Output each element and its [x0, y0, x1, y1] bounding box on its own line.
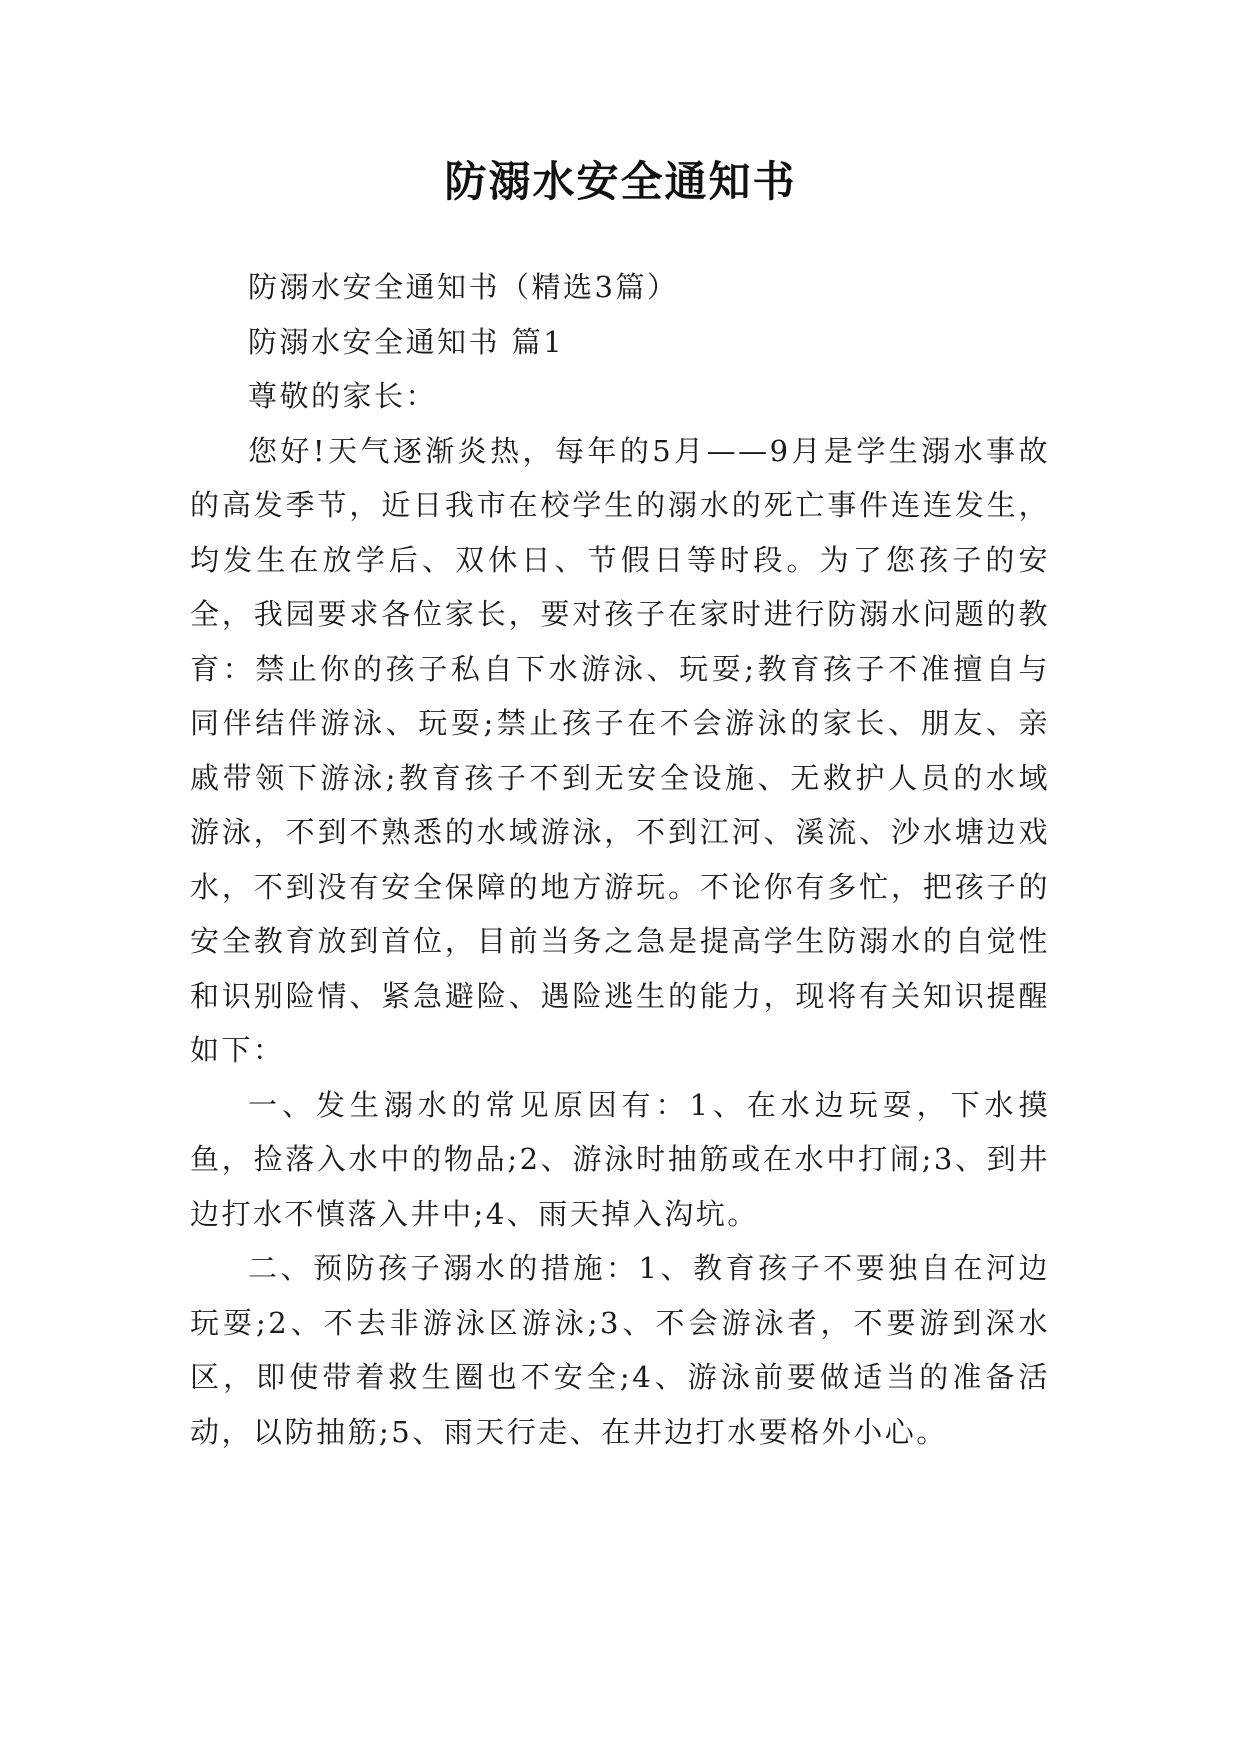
body-paragraph-intro: 您好!天气逐渐炎热，每年的5月——9月是学生溺水事故的高发季节，近日我市在校学生的溺水的死亡事件连连发生，均发生在放学后、双休日、节假日等时段。为了您孩子的安全，我园要求各位家长，要对孩子在家时进行防溺水问题的教育：禁止你的孩子私自下水游泳、玩耍;教育孩子不准擅自与同伴结伴游泳、玩耍;禁止孩子在不会游泳的家长、朋友、亲戚带领下游泳;教育孩子不到无安全设施、无救护人员的水域游泳，不到不熟悉的水域游泳，不到江河、溪流、沙水塘边戏水，不到没有安全保障的地方游玩。不论你有多忙，把孩子的安全教育放到首位，目前当务之急是提高学生防溺水的自觉性和识别险情、紧急避险、遇险逃生的能力，现将有关知识提醒如下： — [190, 433, 1050, 1067]
subtitle-line: 防溺水安全通知书（精选3篇） — [248, 270, 679, 304]
body-paragraph-measures: 二、预防孩子溺水的措施：1、教育孩子不要独自在河边玩耍;2、不去非游泳区游泳;3、不会游泳者，不要游到深水区，即使带着救生圈也不安全;4、游泳前要做适当的准备活动，以防抽筋;5、雨天行走、在井边打水要格外小心。 — [190, 1251, 1050, 1449]
salutation: 尊敬的家长： — [248, 379, 438, 413]
body-paragraph-causes: 一、发生溺水的常见原因有：1、在水边玩耍，下水摸鱼，捡落入水中的物品;2、游泳时抽筋或在水中打闹;3、到井边打水不慎落入井中;4、雨天掉入沟坑。 — [190, 1087, 1050, 1231]
document-title: 防溺水安全通知书 — [444, 157, 797, 206]
document-body — [190, 260, 1050, 1459]
section-heading: 防溺水安全通知书 篇1 — [248, 324, 565, 359]
